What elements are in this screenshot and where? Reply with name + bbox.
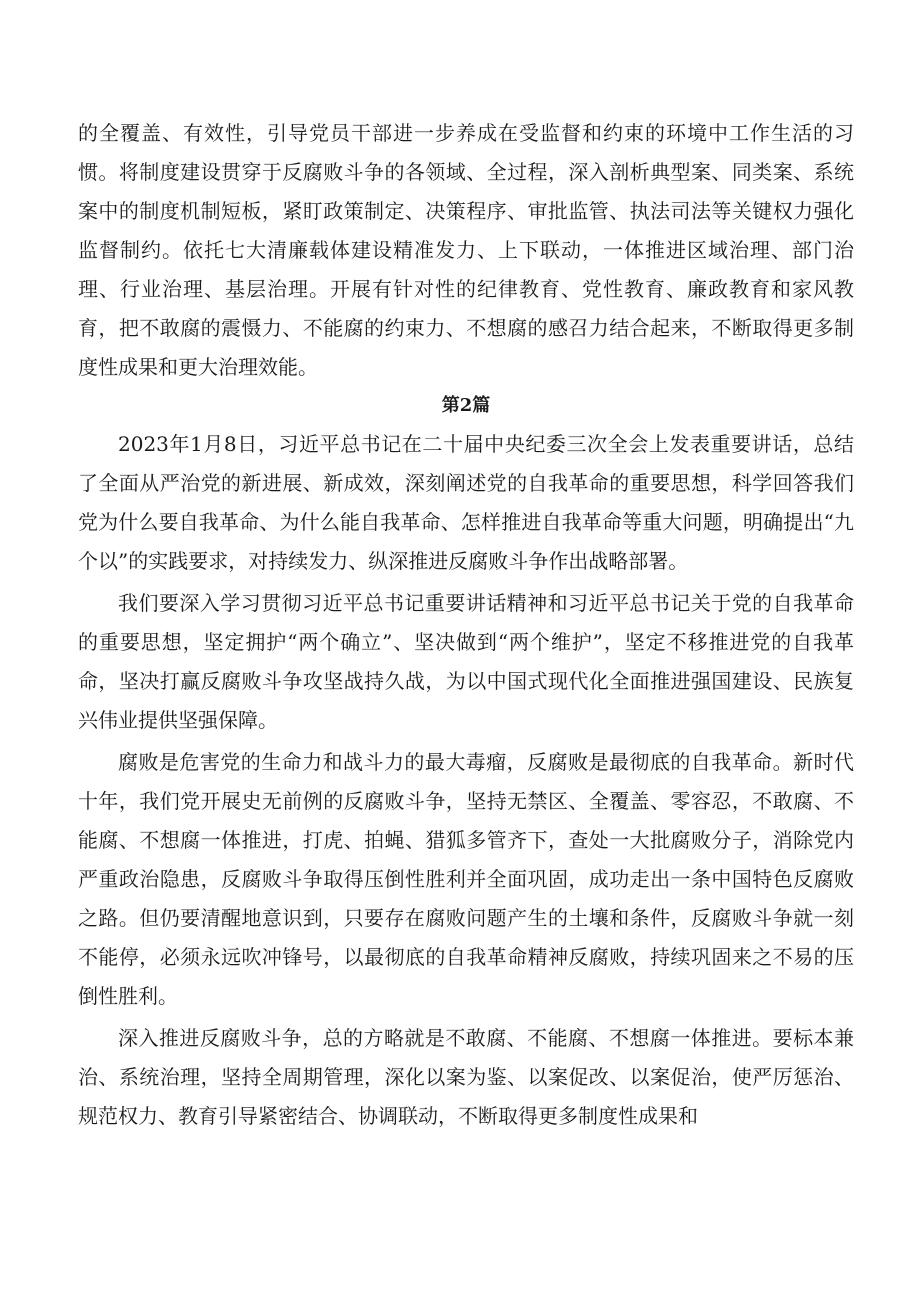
document-page [78, 114, 854, 1136]
paragraph-1: 2023年1月8日，习近平总书记在二十届中央纪委三次全会上发表重要讲话，总结了全面从严治党的新进展、新成效，深刻阐述党的自我革命的重要思想，科学回答我们党为什么要自我革命、为什么能自我革命、怎样推进自我革命等重大问题，明确提出“九个以”的实践要求，对持续发力、纵深推进反腐败斗争作出战略部署。 [78, 432, 854, 573]
paragraph-4: 深入推进反腐败斗争，总的方略就是不敢腐、不能腐、不想腐一体推进。要标本兼治、系统治理，坚持全周期管理，深化以案为鉴、以案促改、以案促治，使严厉惩治、规范权力、教育引导紧密结合、协调联动，不断取得更多制度性成果和 [78, 1026, 854, 1128]
paragraph-2: 我们要深入学习贯彻习近平总书记重要讲话精神和习近平总书记关于党的自我革命的重要思想，坚定拥护“两个确立”、坚决做到“两个维护”，坚定不移推进党的自我革命，坚决打赢反腐败斗争攻坚战持久战，为以中国式现代化全面推进强国建设、民族复兴伟业提供坚强保障。 [78, 591, 854, 732]
section-heading: 第2篇 [441, 395, 491, 416]
continued-paragraph: 的全覆盖、有效性，引导党员干部进一步养成在受监督和约束的环境中工作生活的习惯。将制度建设贯穿于反腐败斗争的各领域、全过程，深入剖析典型案、同类案、系统案中的制度机制短板，紧盯政策制定、决策程序、审批监管、执法司法等关键权力强化监督制约。依托七大清廉载体建设精准发力、上下联动，一体推进区域治理、部门治理、行业治理、基层治理。开展有针对性的纪律教育、党性教育、廉政教育和家风教育，把不敢腐的震慑力、不能腐的约束力、不想腐的感召力结合起来，不断取得更多制度性成果和更大治理效能。 [78, 121, 854, 379]
paragraph-3: 腐败是危害党的生命力和战斗力的最大毒瘤，反腐败是最彻底的自我革命。新时代十年，我们党开展史无前例的反腐败斗争，坚持无禁区、全覆盖、零容忍，不敢腐、不能腐、不想腐一体推进，打虎、拍蝇、猎狐多管齐下，查处一大批腐败分子，消除党内严重政治隐患，反腐败斗争取得压倒性胜利并全面巩固，成功走出一条中国特色反腐败之路。但仍要清醒地意识到，只要存在腐败问题产生的土壤和条件，反腐败斗争就一刻不能停，必须永远吹冲锋号，以最彻底的自我革命精神反腐败，持续巩固来之不易的压倒性胜利。 [78, 750, 854, 1008]
